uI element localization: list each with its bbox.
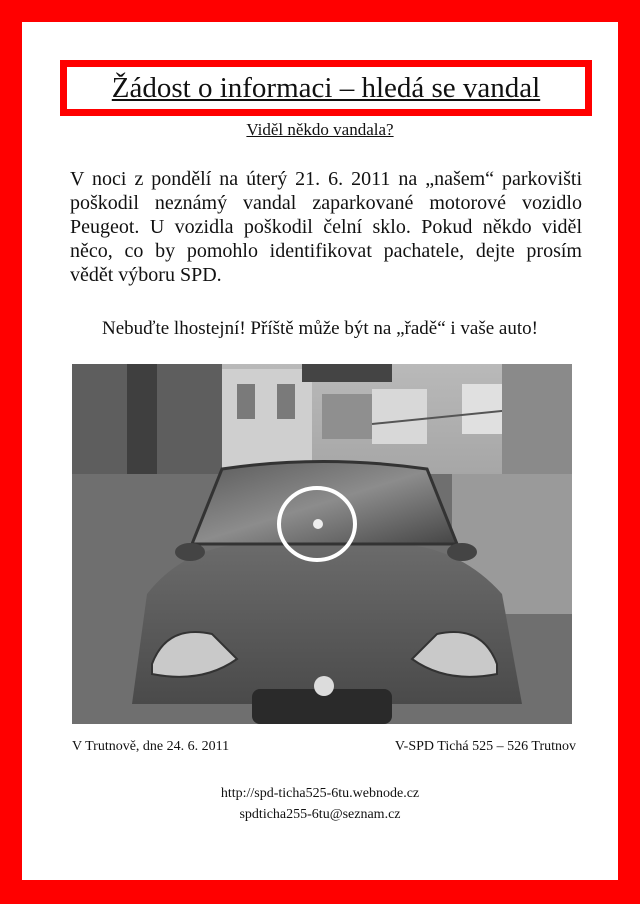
email-link[interactable]: spdticha255-6tu@seznam.cz (239, 807, 401, 822)
notice-subtitle: Viděl někdo vandala? (246, 120, 394, 139)
notice-sheet (22, 22, 618, 880)
place-date: V Trutnově, dne 24. 6. 2011 (72, 739, 230, 754)
car-photo-illustration (72, 364, 572, 724)
title-box (60, 60, 592, 116)
damaged-car-photo (72, 364, 572, 724)
warning-text: Nebuďte lhostejní! Příště může být na „řadě“ i vaše auto! (102, 318, 538, 339)
notice-title: Žádost o informaci – hledá se vandal (111, 71, 541, 104)
notice-paragraph: V noci z pondělí na úterý 21. 6. 2011 na „našem“ parkovišti poškodil neznámý vandal zaparkované motorové vozidlo Peugeot. U vozidla poškodil čelní sklo. Pokud někdo viděl něco, co by pomohlo identifikovat pachatele, dejte prosím vědět výboru SPD. (70, 168, 582, 286)
website-link[interactable]: http://spd-ticha525-6tu.webnode.cz (220, 786, 420, 801)
signature: V-SPD Tichá 525 – 526 Trutnov (394, 739, 576, 754)
